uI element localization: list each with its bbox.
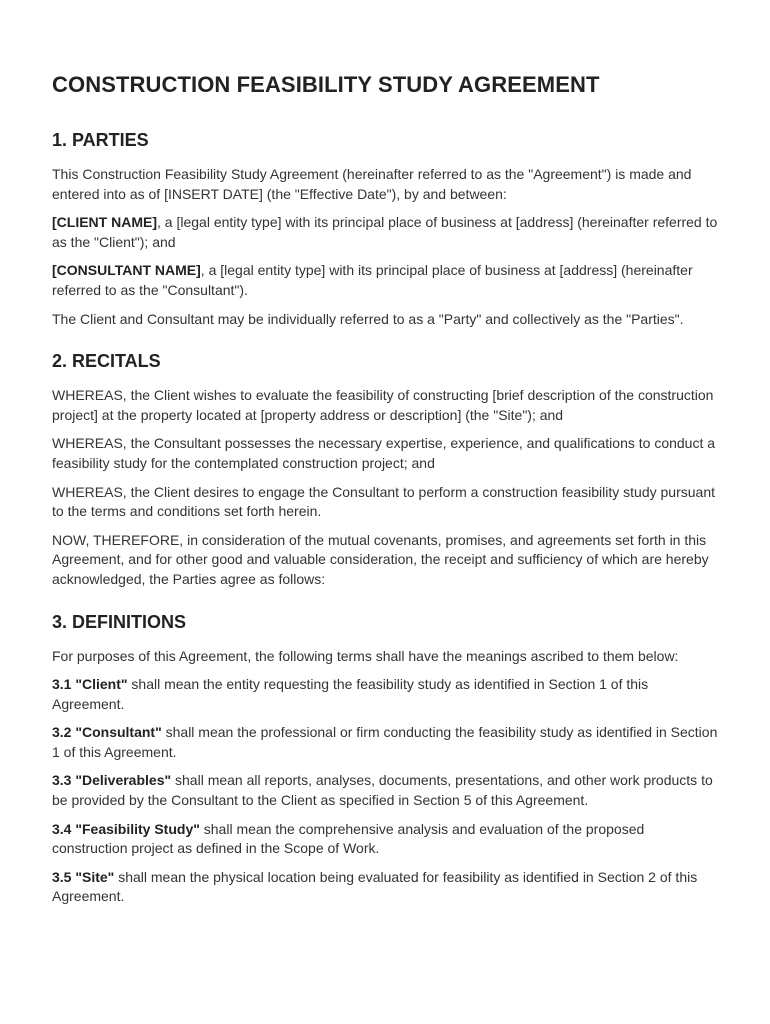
recital-paragraph: WHEREAS, the Client wishes to evaluate the feasibility of constructing [brief description of the construction project] at the property located at [property address or description] (the "Site"); and xyxy=(52,387,714,423)
definition-item xyxy=(52,820,722,859)
definition-text: shall mean all reports, analyses, documents, presentations, and other work products to be provided by the Consultant to the Client as specified in Section 5 of this Agreement. xyxy=(52,772,713,809)
recital-paragraph: WHEREAS, the Client desires to engage the Consultant to perform a construction feasibility study pursuant to the terms and conditions set forth herein. xyxy=(52,483,716,520)
definition-text: shall mean the comprehensive analysis and evaluation of the proposed construction project as defined in the Scope of Work. xyxy=(52,820,645,857)
definition-term: 3.3 "Deliverables" xyxy=(52,772,172,789)
consultant-name-placeholder: [CONSULTANT NAME] xyxy=(52,262,201,279)
consultant-paragraph xyxy=(52,261,722,300)
definition-item xyxy=(52,723,722,762)
section-definitions xyxy=(52,609,722,908)
section-heading-parties: 1. PARTIES xyxy=(52,130,149,150)
document-page xyxy=(52,68,722,907)
recital-paragraph: WHEREAS, the Consultant possesses the necessary expertise, experience, and qualifications to conduct a feasibility study for the contemplated construction project; and xyxy=(52,435,716,471)
document-title: CONSTRUCTION FEASIBILITY STUDY AGREEMENT xyxy=(52,72,600,97)
client-name-placeholder: [CLIENT NAME] xyxy=(52,214,157,231)
definition-item xyxy=(52,771,722,810)
definition-term: 3.5 "Site" xyxy=(52,868,115,885)
parties-intro-paragraph: This Construction Feasibility Study Agreement (hereinafter referred to as the "Agreement") is made and entered into as of [INSERT DATE] (the "Effective Date"), by and between: xyxy=(52,166,692,202)
consultant-description: , a [legal entity type] with its principal place of business at [address] (hereinafter referred to as the "Consultant"). xyxy=(52,262,693,298)
definition-term: 3.1 "Client" xyxy=(52,676,128,693)
definitions-intro-paragraph: For purposes of this Agreement, the following terms shall have the meanings ascribed to them below: xyxy=(52,647,679,664)
section-heading-recitals: 2. RECITALS xyxy=(52,351,161,372)
section-parties xyxy=(52,127,722,329)
definition-term: 3.4 "Feasibility Study" xyxy=(52,820,200,837)
client-paragraph xyxy=(52,213,722,252)
recital-paragraph: NOW, THEREFORE, in consideration of the mutual covenants, promises, and agreements set forth in this Agreement, and for other good and valuable consideration, the receipt and sufficiency of which are hereby acknowledged, the Parties agree as follows: xyxy=(52,531,709,587)
definition-item xyxy=(52,868,722,907)
client-description: , a [legal entity type] with its principal place of business at [address] (hereinafter referred to as the "Client"); and xyxy=(52,214,718,250)
parties-collective-paragraph: The Client and Consultant may be individually referred to as a "Party" and collectively as the "Parties". xyxy=(52,310,684,327)
section-heading-definitions: 3. DEFINITIONS xyxy=(52,611,187,632)
section-recitals xyxy=(52,348,722,589)
definition-term: 3.2 "Consultant" xyxy=(52,724,162,741)
definition-item xyxy=(52,675,722,714)
definition-text: shall mean the physical location being evaluated for feasibility as identified in Section 2 of this Agreement. xyxy=(52,868,698,905)
definition-text: shall mean the professional or firm conducting the feasibility study as identified in Section 1 of this Agreement. xyxy=(52,724,718,760)
definition-text: shall mean the entity requesting the feasibility study as identified in Section 1 of this Agreement. xyxy=(52,676,649,712)
